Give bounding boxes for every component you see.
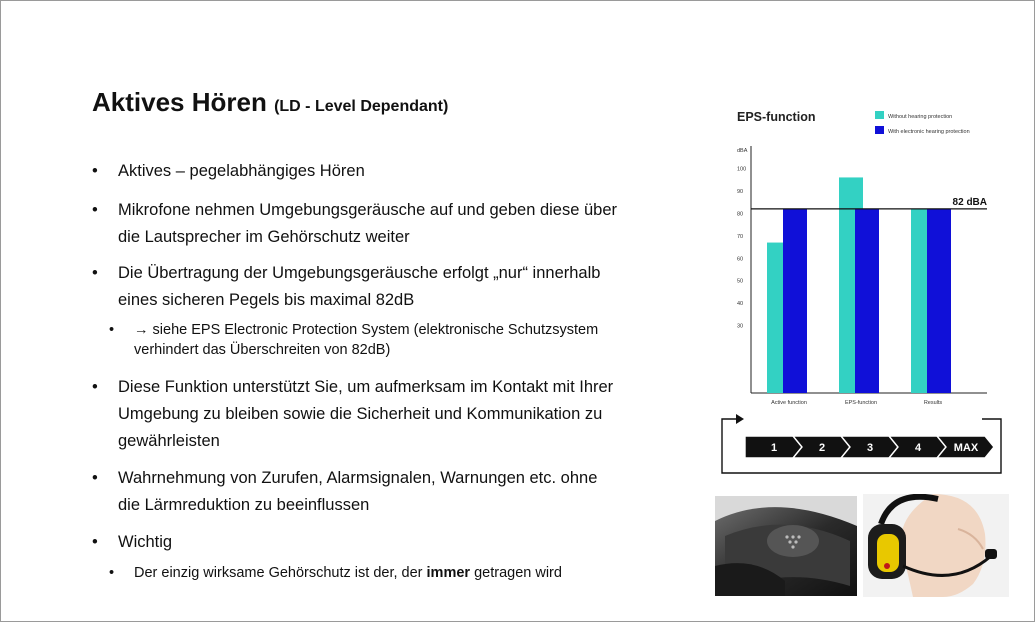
flow-step-label: MAX xyxy=(953,442,979,454)
x-labels xyxy=(771,400,942,406)
title-main: Aktives Hören xyxy=(92,87,267,117)
flow-loop-arrowhead xyxy=(736,414,744,424)
y-tick-label: 50 xyxy=(737,278,744,285)
bullet-dot: • xyxy=(109,322,115,338)
x-tick-label: EPS-function xyxy=(844,400,878,406)
y-axis-unit: dBA xyxy=(737,148,748,154)
bullet-text-part: Der einzig wirksame Gehörschutz ist der, der xyxy=(134,565,427,581)
flow-step-label: 3 xyxy=(866,442,874,454)
x-tick-label: Results xyxy=(923,400,943,406)
bullet-line: gewährleisten xyxy=(118,432,220,450)
y-tick-label: 80 xyxy=(737,211,744,218)
bullet-dot: • xyxy=(109,565,115,581)
bullet-line: Wahrnehmung von Zurufen, Alarmsignalen, Warnungen etc. ohne xyxy=(118,469,598,487)
bullet-line: die Lautsprecher im Gehörschutz weiter xyxy=(118,228,410,246)
bullet-text xyxy=(118,465,688,519)
bar-with-1 xyxy=(783,209,807,393)
legend-swatch-with xyxy=(875,126,884,134)
bullet-line: die Lärmreduktion zu beeinflussen xyxy=(118,496,370,514)
reference-label: 82 dBA xyxy=(952,196,987,208)
bars xyxy=(767,177,951,393)
flow-step-label: 1 xyxy=(770,442,778,454)
bullet-line: eines sicheren Pegels bis maximal 82dB xyxy=(118,291,415,309)
bullet-text xyxy=(118,260,688,314)
bullet-dot: • xyxy=(92,469,98,487)
flow-step-label: 2 xyxy=(818,442,826,454)
bullet-line: → siehe EPS Electronic Protection System (elektronische Schutzsystem xyxy=(134,322,599,338)
x-tick-label: Active function xyxy=(771,400,807,406)
flow-step-label: 4 xyxy=(914,442,922,454)
bar-with-3 xyxy=(927,209,951,393)
earmuff-closeup-photo xyxy=(715,496,857,596)
level-flow-diagram xyxy=(719,413,1005,477)
bullet-text xyxy=(118,197,688,251)
bullet-line: Umgebung zu bleiben sowie die Sicherheit und Kommunikation zu xyxy=(118,405,603,423)
legend-label-without: Without hearing protection xyxy=(888,114,953,120)
bullet-line: Diese Funktion unterstützt Sie, um aufmerksam im Kontakt mit Ihrer xyxy=(118,378,614,396)
bullet-dot: • xyxy=(92,264,98,282)
flow-steps xyxy=(745,436,994,458)
eps-function-chart xyxy=(711,101,1011,416)
legend-swatch-without xyxy=(875,111,884,119)
slide-title xyxy=(92,87,448,118)
bullet-line: verhindert das Überschreiten von 82dB) xyxy=(134,342,391,358)
title-subtitle: (LD - Level Dependant) xyxy=(274,98,449,115)
y-tick-label: 40 xyxy=(737,301,744,308)
bullet-text xyxy=(134,320,674,360)
bullet-text: Wichtig xyxy=(118,533,173,551)
bullet-dot: • xyxy=(92,378,98,396)
chart-title: EPS-function xyxy=(737,110,816,124)
y-tick-label: 30 xyxy=(737,323,744,330)
legend-label-with: With electronic hearing protection xyxy=(888,129,970,135)
bullet-line: Die Übertragung der Umgebungsgeräusche erfolgt „nur“ innerhalb xyxy=(118,264,601,282)
y-tick-label: 60 xyxy=(737,256,744,263)
bullet-text xyxy=(134,563,674,583)
bullet-text-part: getragen wird xyxy=(470,565,562,581)
bullet-dot: • xyxy=(92,201,98,219)
bar-with-2 xyxy=(855,209,879,393)
bullet-line: Mikrofone nehmen Umgebungsgeräusche auf und geben diese über xyxy=(118,201,618,219)
mannequin-with-headset-photo xyxy=(863,494,1009,597)
bullet-text xyxy=(118,374,688,455)
y-tick-label: 90 xyxy=(737,188,744,195)
y-tick-label: 100 xyxy=(737,166,747,173)
bullet-emphasis: immer xyxy=(426,565,471,581)
bullet-dot: • xyxy=(92,162,98,180)
y-ticks xyxy=(737,166,746,329)
bullet-text: Aktives – pegelabhängiges Hören xyxy=(118,162,365,180)
bullet-dot: • xyxy=(92,533,98,551)
y-tick-label: 70 xyxy=(737,233,744,240)
